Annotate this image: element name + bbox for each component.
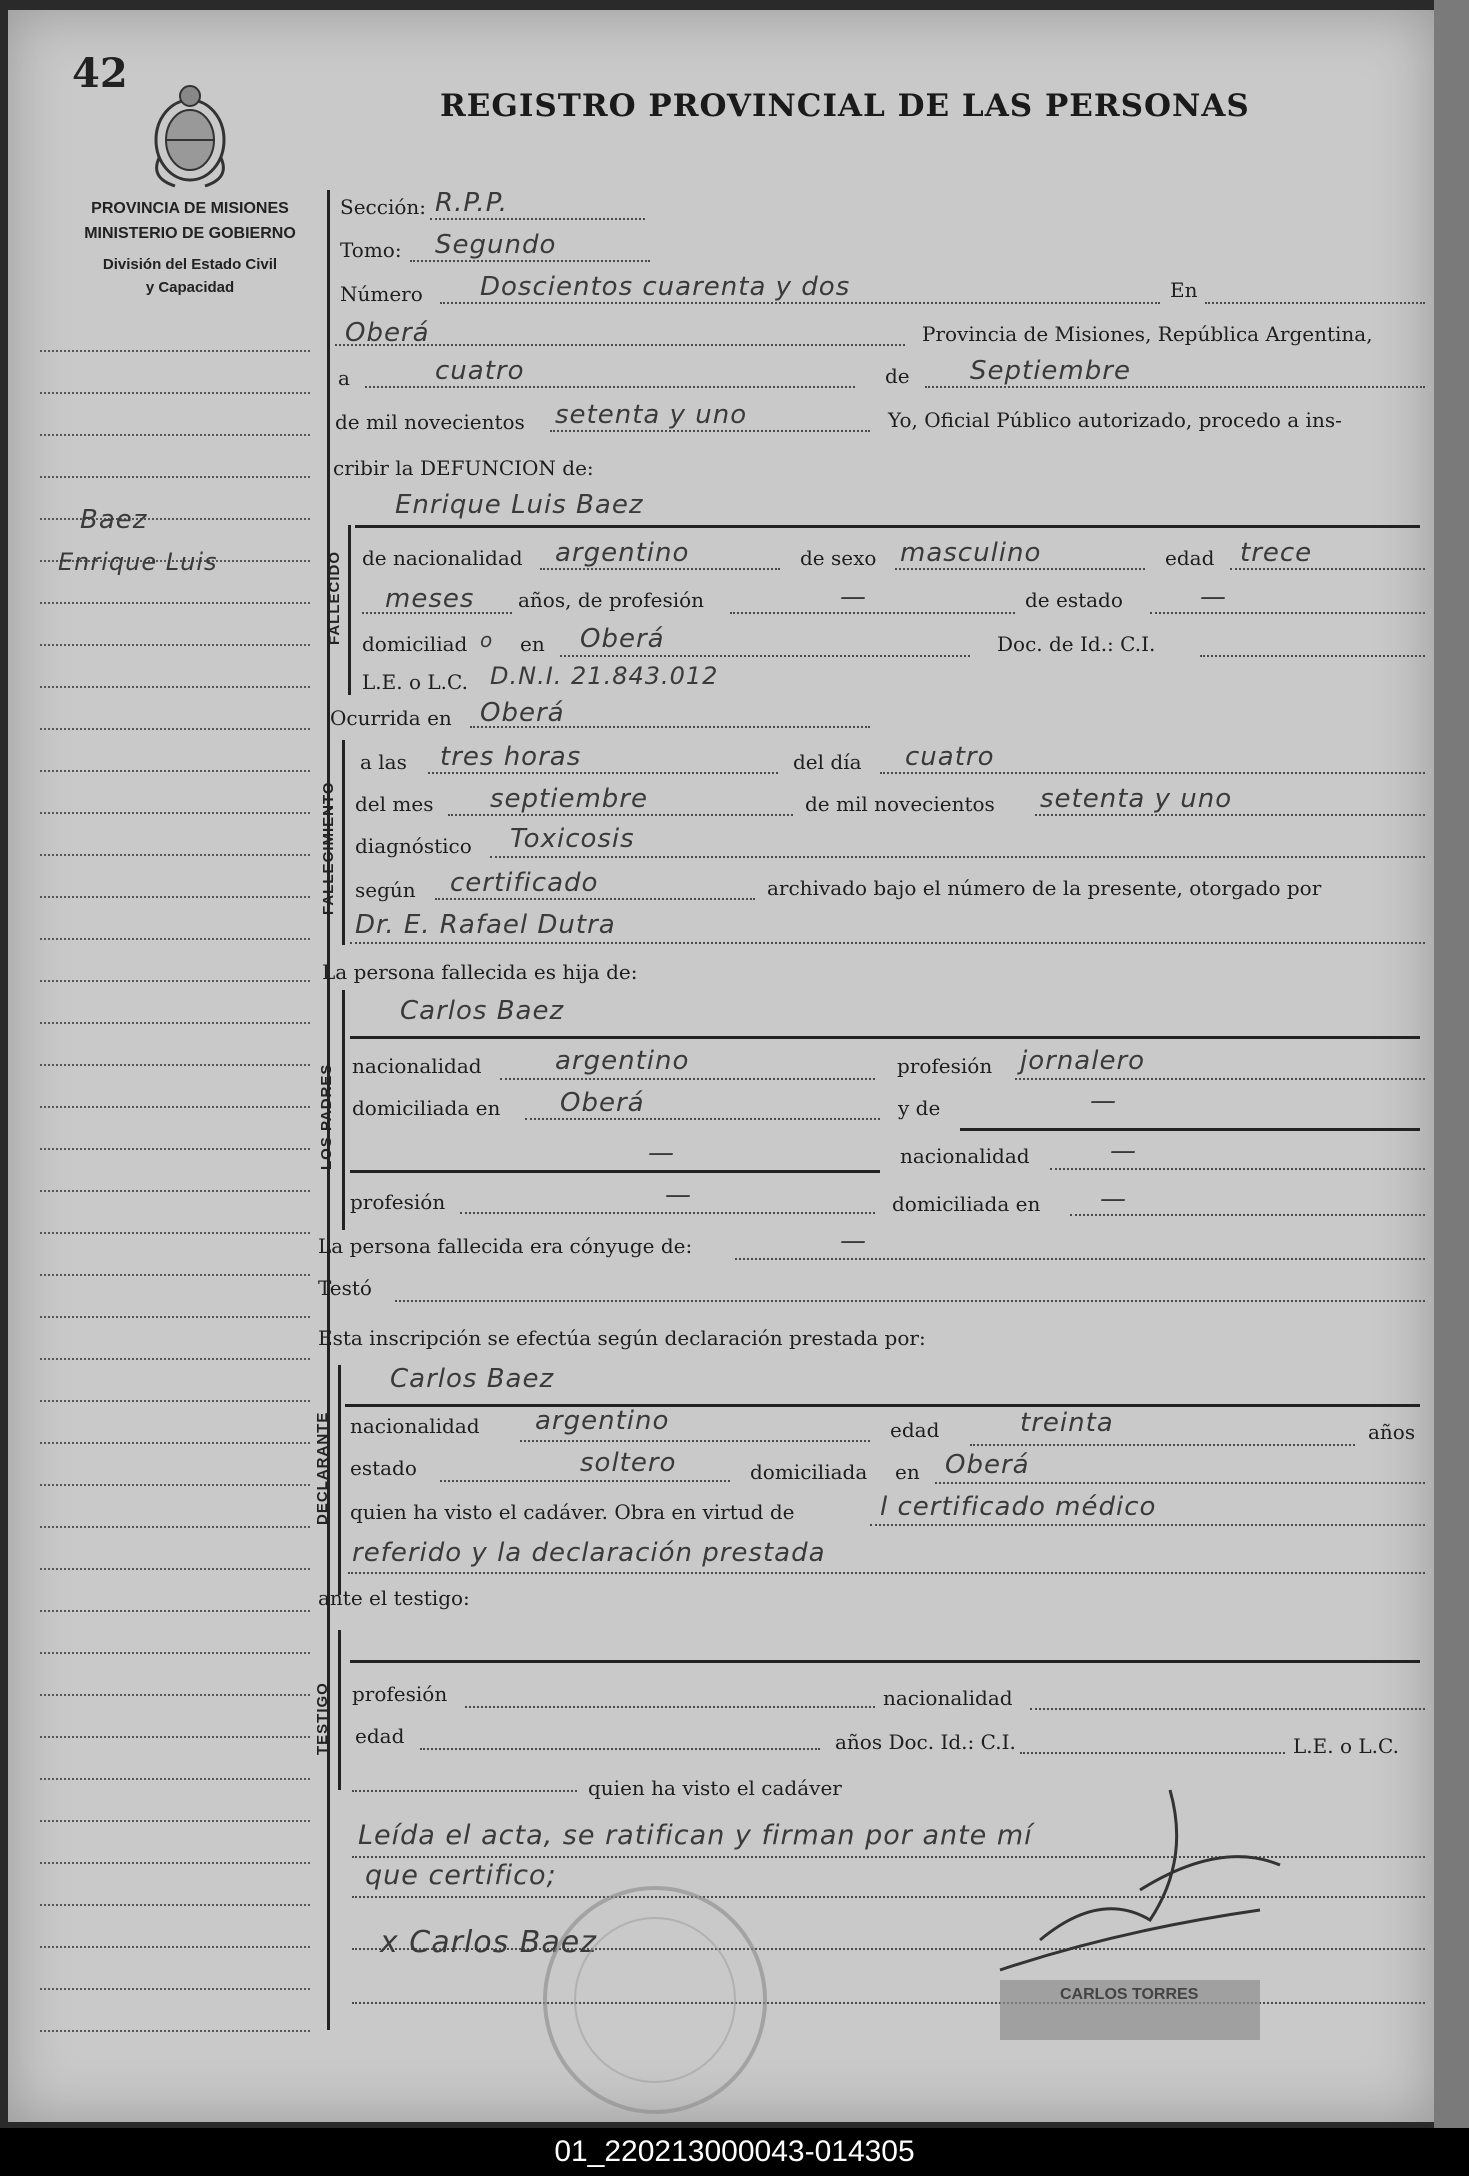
- margin-ruled-line: [40, 644, 310, 646]
- hora-label: a las: [360, 750, 407, 774]
- fallecido-estado-label: de estado: [1025, 588, 1123, 612]
- lugar-value: Oberá: [345, 318, 430, 348]
- padre-domiciliada-label: domiciliada en: [352, 1096, 501, 1120]
- page-title: REGISTRO PROVINCIAL DE LAS PERSONAS: [440, 88, 1250, 124]
- ante-testigo-text: ante el testigo:: [318, 1586, 470, 1610]
- seccion-value: R.P.P.: [435, 188, 509, 218]
- fallecido-domicilio-label: domiciliad: [362, 632, 468, 656]
- ocurrida-label: Ocurrida en: [330, 706, 452, 730]
- declarante-obra-value: l certificado médico: [880, 1492, 1157, 1522]
- declarante-edad-label: edad: [890, 1418, 940, 1442]
- fallecido-edad-value: trece: [1240, 538, 1313, 568]
- testigo-nacionalidad-label: nacionalidad: [883, 1686, 1013, 1710]
- margin-ruled-line: [40, 980, 310, 982]
- diagnostico-value: Toxicosis: [510, 824, 635, 854]
- seal-stamp-icon: [530, 1880, 780, 2120]
- ocurrida-value: Oberá: [480, 698, 565, 728]
- fallecido-domicilio-suffix: o: [480, 628, 494, 652]
- closing-line-2: que certifico;: [365, 1860, 557, 1891]
- margin-note-surname: Baez: [80, 505, 148, 535]
- declarante-cadaver-text: quien ha visto el cadáver. Obra en virtud de: [350, 1500, 795, 1524]
- declarante-estado-value: soltero: [580, 1448, 677, 1478]
- margin-ruled-line: [40, 1232, 310, 1234]
- fallecido-nacionalidad-value: argentino: [555, 538, 690, 568]
- madre-profesion-value: —: [665, 1180, 692, 1210]
- declarante-nombre: Carlos Baez: [390, 1364, 555, 1394]
- provincia-text: Provincia de Misiones, República Argentina,: [922, 322, 1373, 346]
- official-stamp-text: CARLOS TORRES: [1060, 1986, 1199, 2003]
- fallecido-sexo-value: masculino: [900, 538, 1042, 568]
- margin-ruled-line: [40, 1316, 310, 1318]
- de-label: de: [885, 364, 910, 388]
- padre-profesion-label: profesión: [897, 1054, 993, 1078]
- mes-value: septiembre: [490, 784, 648, 814]
- page-edge: [1434, 0, 1469, 2130]
- padre-domiciliada-value: Oberá: [560, 1088, 645, 1118]
- testigo-edad-label: edad: [355, 1724, 405, 1748]
- margin-ruled-line: [40, 1736, 310, 1738]
- declarante-domiciliada-value: Oberá: [945, 1450, 1030, 1480]
- closing-line-1: Leída el acta, se ratifican y firman por ante mí: [358, 1820, 1033, 1851]
- margin-ruled-line: [40, 1988, 310, 1990]
- agency-capacity: y Capacidad: [145, 279, 235, 296]
- madre-domiciliada-label: domiciliada en: [892, 1192, 1041, 1216]
- declarante-estado-label: estado: [350, 1456, 417, 1480]
- padre-nacionalidad-value: argentino: [555, 1046, 690, 1076]
- fallecido-nombre: Enrique Luis Baez: [395, 490, 644, 520]
- margin-ruled-line: [40, 1778, 310, 1780]
- margin-ruled-line: [40, 1694, 310, 1696]
- margin-ruled-line: [40, 1106, 310, 1108]
- dia-value: cuatro: [435, 356, 525, 386]
- fallecido-le-value: D.N.I. 21.843.012: [490, 662, 719, 690]
- madre-domiciliada-value: —: [1100, 1184, 1127, 1214]
- fallecido-nacionalidad-label: de nacionalidad: [362, 546, 523, 570]
- hora-value: tres horas: [440, 742, 582, 772]
- madre-profesion-label: profesión: [350, 1190, 446, 1214]
- fallecido-sexo-label: de sexo: [800, 546, 877, 570]
- agency-division: División del Estado Civil: [102, 256, 278, 273]
- margin-ruled-line: [40, 1358, 310, 1360]
- margin-ruled-line: [40, 728, 310, 730]
- hija-de-text: La persona fallecida es hija de:: [322, 960, 638, 984]
- seccion-label: Sección:: [340, 195, 426, 219]
- tomo-label: Tomo:: [340, 238, 402, 262]
- margin-ruled-line: [40, 1442, 310, 1444]
- diagnostico-label: diagnóstico: [355, 834, 472, 858]
- testigo-profesion-label: profesión: [352, 1682, 448, 1706]
- fallecido-le-label: L.E. o L.C.: [362, 670, 468, 694]
- margin-ruled-line: [40, 770, 310, 772]
- tomo-value: Segundo: [435, 230, 557, 260]
- dia-value: cuatro: [905, 742, 995, 772]
- a-label: a: [338, 366, 350, 390]
- declarante-obra-value2: referido y la declaración prestada: [352, 1538, 826, 1568]
- medico-value: Dr. E. Rafael Dutra: [355, 910, 616, 940]
- padre-profesion-value: jornalero: [1020, 1046, 1146, 1076]
- testigo-section-label: TESTIGO: [314, 1682, 331, 1755]
- margin-ruled-line: [40, 1946, 310, 1948]
- margin-ruled-line: [40, 1610, 310, 1612]
- declarante-en-label: en: [895, 1460, 920, 1484]
- margin-note-name: Enrique Luis: [58, 548, 218, 576]
- margin-ruled-line: [40, 1526, 310, 1528]
- segun-value: certificado: [450, 868, 599, 898]
- margin-ruled-line: [40, 350, 310, 352]
- margin-ruled-line: [40, 812, 310, 814]
- testo-label: Testó: [318, 1276, 372, 1300]
- margin-ruled-line: [40, 1652, 310, 1654]
- agency-province: PROVINCIA DE MISIONES: [91, 200, 289, 217]
- anio-label: de mil novecientos: [335, 410, 525, 434]
- declarante-edad-value: treinta: [1020, 1408, 1114, 1438]
- numero-value: Doscientos cuarenta y dos: [480, 272, 851, 302]
- margin-ruled-line: [40, 602, 310, 604]
- anio-value: setenta y uno: [555, 400, 748, 430]
- conyuge-value: —: [840, 1226, 867, 1256]
- declarante-domiciliada-label: domiciliada: [750, 1460, 868, 1484]
- fallecido-doc-label: Doc. de Id.: C.I.: [997, 632, 1156, 656]
- fallecimiento-anio-label: de mil novecientos: [805, 792, 995, 816]
- en-label: En: [1170, 278, 1198, 302]
- numero-label: Número: [340, 282, 423, 306]
- segun-label: según: [355, 878, 416, 902]
- conyuge-label: La persona fallecida era cónyuge de:: [318, 1234, 693, 1258]
- fallecimiento-section-label: FALLECIMIENTO: [320, 781, 337, 915]
- fallecido-estado-value: —: [1200, 582, 1227, 612]
- declarante-nacionalidad-label: nacionalidad: [350, 1414, 480, 1438]
- fallecido-en-label: en: [520, 632, 545, 656]
- margin-ruled-line: [40, 1568, 310, 1570]
- margin-ruled-line: [40, 1904, 310, 1906]
- fallecido-meses-value: meses: [385, 584, 475, 614]
- fallecido-profesion-value: —: [840, 582, 867, 612]
- margin-ruled-line: [40, 434, 310, 436]
- fallecido-anios-label: años, de profesión: [518, 588, 705, 612]
- margin-ruled-line: [40, 476, 310, 478]
- padres-section-label: LOS PADRES: [318, 1063, 335, 1170]
- page-number: 42: [72, 50, 128, 97]
- margin-ruled-line: [40, 1400, 310, 1402]
- madre-nacionalidad-label: nacionalidad: [900, 1144, 1030, 1168]
- archivado-text: archivado bajo el número de la presente, otorgado por: [767, 876, 1322, 900]
- coat-of-arms-icon: [145, 78, 235, 193]
- margin-ruled-line: [40, 1064, 310, 1066]
- y-de-label: y de: [898, 1096, 941, 1120]
- margin-ruled-line: [40, 1484, 310, 1486]
- madre-nacionalidad-value: —: [1110, 1136, 1137, 1166]
- testigo-cadaver-text: quien ha visto el cadáver: [588, 1776, 842, 1800]
- margin-ruled-line: [40, 938, 310, 940]
- fallecido-section-label: FALLECIDO: [326, 551, 343, 645]
- margin-ruled-line: [40, 1022, 310, 1024]
- testigo-le-label: L.E. o L.C.: [1293, 1734, 1399, 1758]
- margin-ruled-line: [40, 1862, 310, 1864]
- madre-nombre: —: [648, 1138, 675, 1168]
- signature-declarante: x Carlos Baez: [380, 1925, 597, 1960]
- inscribir-text: cribir la DEFUNCION de:: [333, 456, 594, 480]
- oficial-text: Yo, Oficial Público autorizado, procedo a ins-: [888, 408, 1342, 432]
- mes-label: del mes: [355, 792, 434, 816]
- declaracion-text: Esta inscripción se efectúa según declaración prestada por:: [318, 1326, 926, 1350]
- document-id-bar: 01_220213000043-014305: [0, 2128, 1469, 2176]
- padre-nacionalidad-label: nacionalidad: [352, 1054, 482, 1078]
- margin-ruled-line: [40, 1190, 310, 1192]
- margin-ruled-line: [40, 896, 310, 898]
- declarante-anios-label: años: [1368, 1420, 1416, 1444]
- agency-ministry: MINISTERIO DE GOBIERNO: [84, 225, 296, 242]
- margin-ruled-line: [40, 1820, 310, 1822]
- margin-ruled-line: [40, 1274, 310, 1276]
- padre-nombre: Carlos Baez: [400, 996, 565, 1026]
- margin-ruled-line: [40, 1148, 310, 1150]
- margin-ruled-line: [40, 854, 310, 856]
- fallecimiento-anio-value: setenta y uno: [1040, 784, 1233, 814]
- declarante-nacionalidad-value: argentino: [535, 1406, 670, 1436]
- fallecido-edad-label: edad: [1165, 546, 1215, 570]
- declarante-section-label: DECLARANTE: [314, 1411, 331, 1525]
- official-signature-icon: [980, 1770, 1310, 1990]
- y-de-value: —: [1090, 1086, 1117, 1116]
- dia-label: del día: [793, 750, 862, 774]
- margin-ruled-line: [40, 2030, 310, 2032]
- mes-value: Septiembre: [970, 356, 1131, 386]
- margin-ruled-line: [40, 686, 310, 688]
- margin-ruled-line: [40, 392, 310, 394]
- testigo-doc-label: años Doc. Id.: C.I.: [835, 1730, 1016, 1754]
- fallecido-domicilio-value: Oberá: [580, 624, 665, 654]
